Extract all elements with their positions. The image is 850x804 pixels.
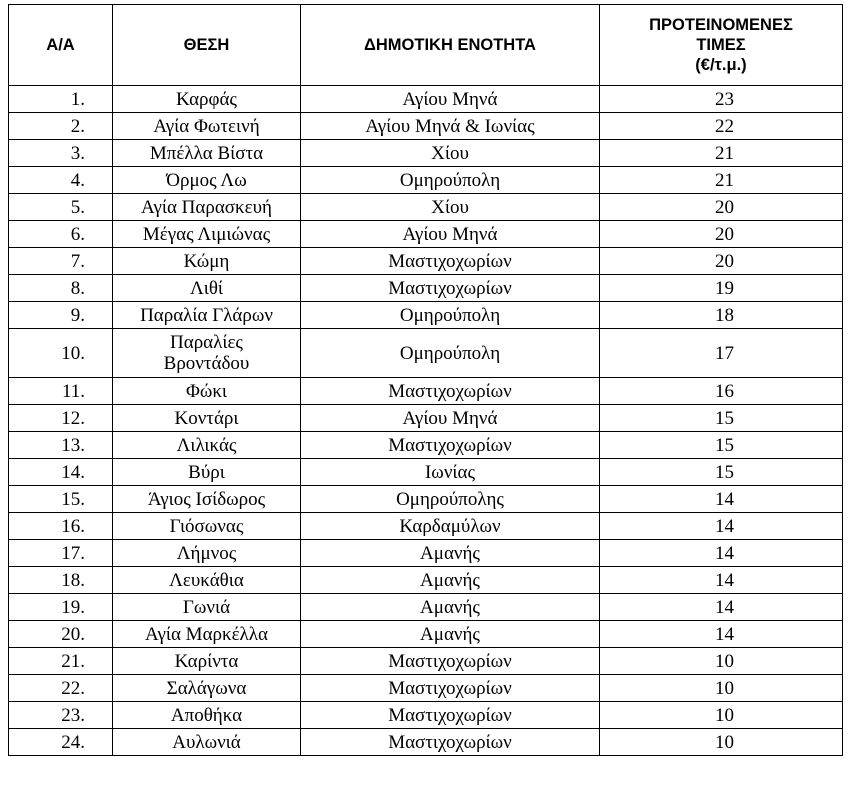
row-number: 7. <box>9 248 113 275</box>
table-row <box>9 140 843 167</box>
row-number: 20. <box>9 621 113 648</box>
header-proteinomenes-times <box>600 5 843 86</box>
table-row <box>9 621 843 648</box>
table-row <box>9 702 843 729</box>
row-location: Όρμος Λω <box>113 167 301 194</box>
row-location: Μπέλλα Βίστα <box>113 140 301 167</box>
row-price: 21 <box>600 167 843 194</box>
row-price: 21 <box>600 140 843 167</box>
table-row <box>9 432 843 459</box>
table-row <box>9 86 843 113</box>
row-price: 20 <box>600 194 843 221</box>
row-number: 24. <box>9 729 113 756</box>
table-row <box>9 648 843 675</box>
row-price: 15 <box>600 459 843 486</box>
table-row <box>9 513 843 540</box>
table-row <box>9 302 843 329</box>
row-number: 12. <box>9 405 113 432</box>
row-number: 14. <box>9 459 113 486</box>
row-number: 6. <box>9 221 113 248</box>
row-number: 3. <box>9 140 113 167</box>
table-row <box>9 729 843 756</box>
row-location-line1: Παραλίες <box>170 332 243 353</box>
row-number: 5. <box>9 194 113 221</box>
row-location: Αυλωνιά <box>113 729 301 756</box>
row-number: 9. <box>9 302 113 329</box>
row-municipal-unit: Αγίου Μηνά <box>301 405 600 432</box>
row-municipal-unit: Μαστιχοχωρίων <box>301 248 600 275</box>
row-price: 10 <box>600 648 843 675</box>
row-price: 10 <box>600 675 843 702</box>
row-price: 15 <box>600 432 843 459</box>
row-location: Παραλία Γλάρων <box>113 302 301 329</box>
row-location: Γιόσωνας <box>113 513 301 540</box>
row-municipal-unit: Μαστιχοχωρίων <box>301 675 600 702</box>
row-location: Βύρι <box>113 459 301 486</box>
row-number: 18. <box>9 567 113 594</box>
header-dimotiki-enotita: ΔΗΜΟΤΙΚΗ ΕΝΟΤΗΤΑ <box>301 5 600 86</box>
row-location: Φώκι <box>113 378 301 405</box>
row-municipal-unit: Ιωνίας <box>301 459 600 486</box>
row-location: Κοντάρι <box>113 405 301 432</box>
table-row <box>9 221 843 248</box>
table-row <box>9 459 843 486</box>
row-price: 14 <box>600 486 843 513</box>
row-municipal-unit: Ομηρούπολη <box>301 167 600 194</box>
header-times-unit: (€/τ.μ.) <box>695 56 747 74</box>
row-location: Λιθί <box>113 275 301 302</box>
row-municipal-unit: Ομηρούπολης <box>301 486 600 513</box>
row-location: Γωνιά <box>113 594 301 621</box>
header-times-line1: ΠΡΟΤΕΙΝΟΜΕΝΕΣ <box>649 16 793 34</box>
row-municipal-unit: Μαστιχοχωρίων <box>301 275 600 302</box>
row-number: 10. <box>9 329 113 378</box>
row-location <box>113 329 301 378</box>
row-price: 20 <box>600 221 843 248</box>
row-municipal-unit: Αμανής <box>301 567 600 594</box>
row-location: Αγία Μαρκέλλα <box>113 621 301 648</box>
row-price: 14 <box>600 621 843 648</box>
row-number: 21. <box>9 648 113 675</box>
row-price: 22 <box>600 113 843 140</box>
row-municipal-unit: Μαστιχοχωρίων <box>301 702 600 729</box>
row-number: 1. <box>9 86 113 113</box>
row-location-line2: Βροντάδου <box>163 353 250 374</box>
row-municipal-unit: Μαστιχοχωρίων <box>301 648 600 675</box>
row-number: 22. <box>9 675 113 702</box>
row-municipal-unit: Μαστιχοχωρίων <box>301 432 600 459</box>
prices-table <box>8 4 843 756</box>
table-row <box>9 486 843 513</box>
row-location: Αγία Παρασκευή <box>113 194 301 221</box>
row-location: Καρίντα <box>113 648 301 675</box>
row-location: Καρφάς <box>113 86 301 113</box>
row-municipal-unit: Ομηρούπολη <box>301 302 600 329</box>
header-times-line2: ΤΙΜΕΣ <box>696 36 746 54</box>
row-location: Άγιος Ισίδωρος <box>113 486 301 513</box>
row-price: 19 <box>600 275 843 302</box>
table-row <box>9 594 843 621</box>
row-price: 10 <box>600 729 843 756</box>
row-price: 18 <box>600 302 843 329</box>
row-municipal-unit: Μαστιχοχωρίων <box>301 378 600 405</box>
row-municipal-unit: Χίου <box>301 140 600 167</box>
row-municipal-unit: Αγίου Μηνά & Ιωνίας <box>301 113 600 140</box>
table-row <box>9 113 843 140</box>
row-price: 14 <box>600 594 843 621</box>
table-row <box>9 567 843 594</box>
row-municipal-unit: Αμανής <box>301 540 600 567</box>
table-row <box>9 167 843 194</box>
row-number: 4. <box>9 167 113 194</box>
table-row <box>9 248 843 275</box>
row-municipal-unit: Αγίου Μηνά <box>301 221 600 248</box>
table-row <box>9 329 843 378</box>
table-row <box>9 194 843 221</box>
row-municipal-unit: Αμανής <box>301 594 600 621</box>
table-header-row <box>9 5 843 86</box>
header-thesi: ΘΕΣΗ <box>113 5 301 86</box>
row-number: 19. <box>9 594 113 621</box>
row-municipal-unit: Αμανής <box>301 621 600 648</box>
header-aa: Α/Α <box>9 5 113 86</box>
row-municipal-unit: Αγίου Μηνά <box>301 86 600 113</box>
row-price: 23 <box>600 86 843 113</box>
row-number: 13. <box>9 432 113 459</box>
row-location: Μέγας Λιμιώνας <box>113 221 301 248</box>
row-municipal-unit: Ομηρούπολη <box>301 329 600 378</box>
row-location: Αποθήκα <box>113 702 301 729</box>
row-price: 14 <box>600 540 843 567</box>
row-number: 2. <box>9 113 113 140</box>
table-row <box>9 675 843 702</box>
table-row <box>9 405 843 432</box>
row-price: 20 <box>600 248 843 275</box>
row-price: 14 <box>600 513 843 540</box>
row-location: Αγία Φωτεινή <box>113 113 301 140</box>
table-row <box>9 378 843 405</box>
row-municipal-unit: Καρδαμύλων <box>301 513 600 540</box>
row-number: 17. <box>9 540 113 567</box>
row-price: 14 <box>600 567 843 594</box>
table-row <box>9 275 843 302</box>
row-number: 15. <box>9 486 113 513</box>
row-price: 10 <box>600 702 843 729</box>
table-row <box>9 540 843 567</box>
row-number: 8. <box>9 275 113 302</box>
row-municipal-unit: Μαστιχοχωρίων <box>301 729 600 756</box>
row-location: Λιλικάς <box>113 432 301 459</box>
row-number: 16. <box>9 513 113 540</box>
row-price: 17 <box>600 329 843 378</box>
row-location: Κώμη <box>113 248 301 275</box>
row-location: Λευκάθια <box>113 567 301 594</box>
row-price: 15 <box>600 405 843 432</box>
row-location: Σαλάγωνα <box>113 675 301 702</box>
row-location: Λήμνος <box>113 540 301 567</box>
row-municipal-unit: Χίου <box>301 194 600 221</box>
row-price: 16 <box>600 378 843 405</box>
row-number: 11. <box>9 378 113 405</box>
row-number: 23. <box>9 702 113 729</box>
